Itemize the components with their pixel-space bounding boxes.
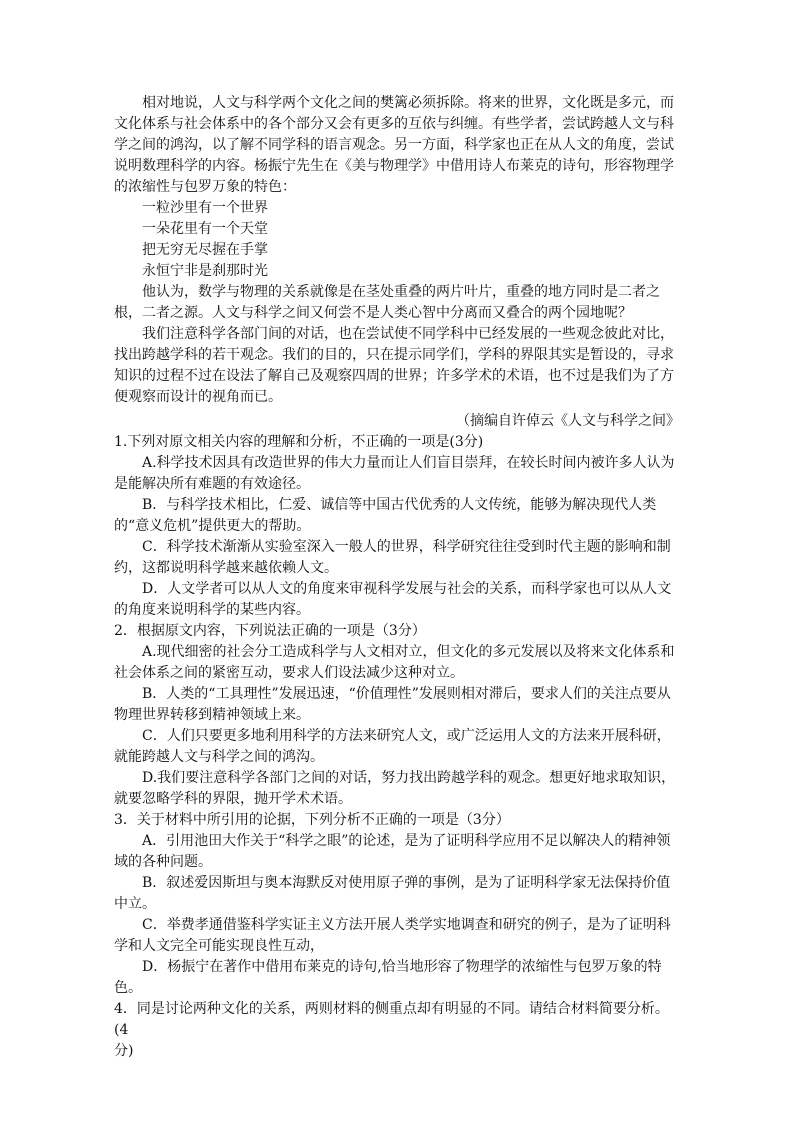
- question-4-points-line-1: (4: [114, 1022, 129, 1038]
- question-2-stem: 2．根据原文内容，下列说法正确的一项是（3分）: [114, 623, 426, 639]
- source-citation: （摘编自许倬云《人文与科学之间》: [456, 413, 680, 429]
- question-2-option-a: A.现代细密的社会分工造成科学与人文相对立，但文化的多元发展以及将来文化体系和社会体系之间的紧密互动，要求人们设法减少这种对立。: [114, 644, 675, 681]
- question-3-option-a: A．引用池田大作关于“科学之眼”的论述，是为了证明科学应用不足以解决人的精神领域的各种问题。: [114, 833, 671, 870]
- question-2-option-c: C．人们只要更多地利用科学的方法来研究人文，或广泛运用人文的方法来开展科研，就能跨越人文与科学之间的鸿沟。: [114, 728, 671, 765]
- poem-line-4: 永恒宁非是刹那时光: [142, 263, 268, 279]
- question-2-option-b: B．人类的“工具理性”发展迅速，“价值理性”发展则相对滞后，要求人们的关注点要从物理世界转移到精神领域上来。: [114, 686, 671, 723]
- question-4-points-line-2: 分): [114, 1043, 134, 1059]
- poem-line-3: 把无穷无尽握在手掌: [142, 242, 268, 258]
- question-2-option-d: D.我们要注意科学各部门之间的对话，努力找出跨越学科的观念。想更好地求取知识，就要忽略学科的界限，抛开学术术语。: [114, 770, 676, 807]
- question-1-option-a: A.科学技术因具有改造世界的伟大力量而让人们盲目崇拜，在较长时间内被许多人认为是能解决所有难题的有效途径。: [114, 455, 675, 492]
- passage-paragraph-3: 我们注意科学各部门间的对话，也在尝试使不同学科中已经发展的一些观念彼此对比，找出跨越学科的若干观念。我们的目的，只在提示同学们，学科的界限其实是暂设的，寻求知识的过程不过在设法了解自己及观察四周的世界；许多学术的术语，也不过是我们为了方便观察而设计的视角而已。: [114, 326, 674, 405]
- question-1-option-c: C．科学技术渐渐从实验室深入一般人的世界，科学研究往往受到时代主题的影响和制约，这都说明科学越来越依赖人文。: [114, 539, 671, 576]
- question-3-option-d: D．杨振宁在著作中借用布莱克的诗句,恰当地形容了物理学的浓缩性与包罗万象的特色。: [114, 959, 662, 996]
- question-3-option-b: B．叙述爱因斯坦与奥本海默反对使用原子弹的事例，是为了证明科学家无法保持价值中立。: [114, 875, 671, 912]
- poem-line-2: 一朵花里有一个天堂: [142, 221, 268, 237]
- poem-line-1: 一粒沙里有一个世界: [142, 200, 268, 216]
- passage-paragraph-1: 相对地说，人文与科学两个文化之间的樊篱必须拆除。将来的世界，文化既是多元，而文化体系与社会体系中的各个部分又会有更多的互依与纠缠。有些学者，尝试跨越人文与科学之间的鸿沟，以了解不同学科的语言观念。另一方面，科学家也正在从人文的角度，尝试说明数理科学的内容。杨振宁先生在《美与物理学》中借用诗人布莱克的诗句，形容物理学的浓缩性与包罗万象的特色：: [114, 95, 674, 195]
- question-3-stem: 3．关于材料中所引用的论据，下列分析不正确的一项是（3分）: [114, 812, 510, 828]
- question-3-option-c: C．举费孝通借鉴科学实证主义方法开展人类学实地调查和研究的例子，是为了证明科学和人文完全可能实现良性互动，: [114, 917, 671, 954]
- question-4-stem: 4．同是讨论两种文化的关系，两则材料的侧重点却有明显的不同。请结合材料简要分析。: [114, 1001, 669, 1017]
- question-1-option-d: D．人文学者可以从人文的角度来审视科学发展与社会的关系，而科学家也可以从人文的角度来说明科学的某些内容。: [114, 581, 672, 618]
- question-1-option-b: B．与科学技术相比，仁爱、诚信等中国古代优秀的人文传统，能够为解决现代人类的“意义危机”提供更大的帮助。: [114, 497, 657, 534]
- document-page: [114, 93, 680, 1062]
- question-1-stem: 1.下列对原文相关内容的理解和分析，不正确的一项是(3分): [114, 434, 484, 450]
- passage-paragraph-2: 他认为，数学与物理的关系就像是在茎处重叠的两片叶片，重叠的地方同时是二者之根，二者之源。人文与科学之间又何尝不是人类心智中分离而又叠合的两个园地呢？: [114, 284, 660, 321]
